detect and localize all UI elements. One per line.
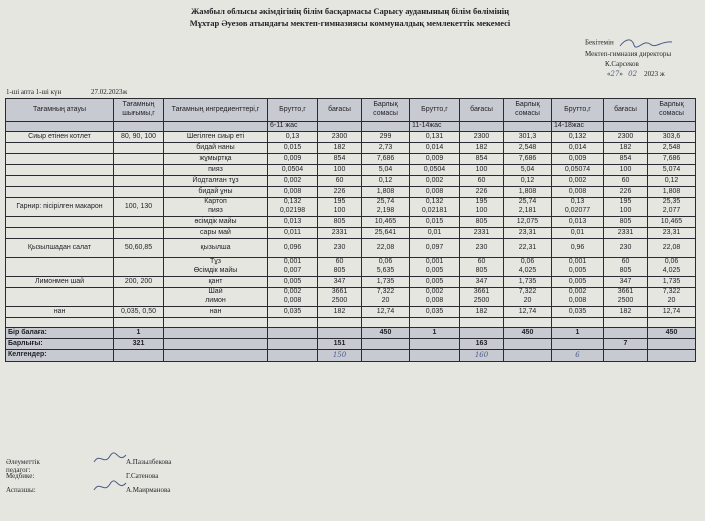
dish-name: [6, 154, 114, 165]
signature-person: А.Пазылбекова: [126, 458, 172, 466]
cell-value: 0,13 0,02077: [552, 198, 604, 217]
cell-value: 230: [460, 239, 504, 258]
ingredient-name: қызылша: [164, 239, 268, 258]
cell-value: 0,131: [410, 132, 460, 143]
approval-year: 2023 ж: [644, 70, 665, 78]
col-price-1: бағасы: [318, 99, 362, 122]
cell-value: 0,13: [268, 132, 318, 143]
approval-director: К.Сарсеков: [605, 60, 639, 68]
cell-value: 0,001 0,007: [268, 258, 318, 277]
salad-rows: [6, 239, 696, 277]
cell-value: 226: [604, 187, 648, 198]
header-line-2: Мұхтар Әуезов атындағы мектеп-гимназиясы коммуналдық мемлекеттік мекемесі: [189, 18, 511, 28]
cell-value: 2331: [460, 228, 504, 239]
dish-name: нан: [6, 307, 114, 318]
cell-value: 7,322 20: [648, 288, 696, 307]
cell-value: 0,05074: [552, 165, 604, 176]
cell-value: 22,08: [362, 239, 410, 258]
table-row: [6, 239, 696, 258]
cell-value: 347: [604, 277, 648, 288]
ingredient-name: Шай лимон: [164, 288, 268, 307]
table-row: [6, 258, 696, 277]
per-child-sum-3: 450: [648, 328, 696, 339]
cell-value: 182: [318, 143, 362, 154]
ingredient-name: сары май: [164, 228, 268, 239]
cell-value: 60: [460, 176, 504, 187]
signature-person: А.Маирманова: [126, 486, 171, 494]
cell-value: 805: [460, 217, 504, 228]
total-label: Барлығы:: [6, 339, 114, 350]
cell-value: 10,465: [362, 217, 410, 228]
cell-value: 0,008: [410, 187, 460, 198]
cell-value: 299: [362, 132, 410, 143]
cell-value: 60 805: [604, 258, 648, 277]
cell-value: 0,035: [552, 307, 604, 318]
cell-value: 3661 2500: [460, 288, 504, 307]
cell-value: 25,74 2,198: [362, 198, 410, 217]
dish-name: [6, 228, 114, 239]
dish-name: Лимонмен шай: [6, 277, 114, 288]
cell-value: 0,008: [268, 187, 318, 198]
per-child-sum-1: 450: [362, 328, 410, 339]
approval-position: Мектеп-гимназия директоры: [585, 50, 672, 58]
cell-value: 23,31: [504, 228, 552, 239]
cell-value: 25,641: [362, 228, 410, 239]
cell-value: 0,005: [552, 277, 604, 288]
cell-value: 1,808: [362, 187, 410, 198]
signature-role: Медбике:: [6, 472, 35, 480]
week-day-line: [6, 88, 127, 96]
age-group-3: 14-18жас: [552, 122, 604, 132]
cell-value: 2331: [318, 228, 362, 239]
cell-value: 0,009: [552, 154, 604, 165]
cell-value: 0,014: [552, 143, 604, 154]
cell-value: 2300: [460, 132, 504, 143]
dish-name: [6, 217, 114, 228]
cell-value: 60: [604, 176, 648, 187]
dish-yield: [114, 187, 164, 198]
signature-person: Г.Сатенова: [126, 472, 159, 480]
cell-value: 0,035: [410, 307, 460, 318]
cell-value: 854: [318, 154, 362, 165]
came-label: Келгендер:: [6, 350, 114, 362]
dish-yield: 0,035, 0,50: [114, 307, 164, 318]
cell-value: 1,735: [504, 277, 552, 288]
cell-value: 22,08: [648, 239, 696, 258]
cell-value: 5,074: [648, 165, 696, 176]
came-row: [6, 350, 696, 362]
cell-value: 0,015: [268, 143, 318, 154]
table-row: [6, 288, 696, 307]
dish-name: [6, 187, 114, 198]
cell-value: 10,465: [648, 217, 696, 228]
col-price-3: бағасы: [604, 99, 648, 122]
col-sum-2: Барлық сомасы: [504, 99, 552, 122]
director-signature: [616, 37, 676, 49]
table-row: [6, 154, 696, 165]
per-child-count-3: 1: [552, 328, 604, 339]
dish-yield: 200, 200: [114, 277, 164, 288]
tea-rows: [6, 277, 696, 307]
cell-value: 7,686: [362, 154, 410, 165]
cell-value: 100: [604, 165, 648, 176]
cell-value: 2300: [604, 132, 648, 143]
cell-value: 12,74: [648, 307, 696, 318]
col-brutto-2: Брутто,г: [410, 99, 460, 122]
table-row: [6, 165, 696, 176]
week-label: 1-ші апта 1-ші күн: [6, 88, 62, 96]
dish-yield: [114, 176, 164, 187]
cell-value: 301,3: [504, 132, 552, 143]
cell-value: 182: [460, 307, 504, 318]
cell-value: 60: [318, 176, 362, 187]
table-row: [6, 307, 696, 318]
cell-value: 0,002 0,008: [410, 288, 460, 307]
cell-value: 1,735: [362, 277, 410, 288]
per-child-sum-2: 450: [504, 328, 552, 339]
total-3: 163: [460, 339, 504, 350]
dish-name: [6, 288, 114, 307]
ingredient-name: пияз: [164, 165, 268, 176]
cell-value: 7,686: [504, 154, 552, 165]
cell-value: 0,06 4,025: [648, 258, 696, 277]
cell-value: 22,31: [504, 239, 552, 258]
dish-yield: [114, 217, 164, 228]
cell-value: 854: [460, 154, 504, 165]
cell-value: 12,075: [504, 217, 552, 228]
bread-rows: [6, 307, 696, 318]
dish-name: [6, 165, 114, 176]
col-price-2: бағасы: [460, 99, 504, 122]
dish-yield: 50,60,85: [114, 239, 164, 258]
per-child-count-2: 1: [410, 328, 460, 339]
total-row: [6, 339, 696, 350]
cell-value: 12,74: [504, 307, 552, 318]
cell-value: 182: [460, 143, 504, 154]
cell-value: 25,35 2,077: [648, 198, 696, 217]
cell-value: 0,12: [504, 176, 552, 187]
cell-value: 226: [318, 187, 362, 198]
cell-value: 182: [604, 143, 648, 154]
table-row: [6, 176, 696, 187]
cell-value: 2,548: [504, 143, 552, 154]
table-row: [6, 277, 696, 288]
cell-value: 0,096: [268, 239, 318, 258]
total-1: 321: [114, 339, 164, 350]
cutlet-rows: [6, 132, 696, 198]
ingredient-name: бидай наны: [164, 143, 268, 154]
cell-value: 226: [460, 187, 504, 198]
dish-name: Қызылшадан салат: [6, 239, 114, 258]
ingredient-name: бидай ұны: [164, 187, 268, 198]
cell-value: 0,12: [648, 176, 696, 187]
dish-yield: [114, 154, 164, 165]
menu-table: [5, 98, 696, 362]
col-brutto-1: Брутто,г: [268, 99, 318, 122]
cell-value: 2331: [604, 228, 648, 239]
col-brutto-3: Брутто,г: [552, 99, 604, 122]
cell-value: 3661 2500: [318, 288, 362, 307]
table-row: [6, 217, 696, 228]
cell-value: 0,0504: [268, 165, 318, 176]
cell-value: 0,01: [410, 228, 460, 239]
total-2: 151: [318, 339, 362, 350]
col-dish: Тағамның атауы: [6, 99, 114, 122]
cell-value: 25,74 2,181: [504, 198, 552, 217]
cell-value: 100: [460, 165, 504, 176]
cell-value: 854: [604, 154, 648, 165]
signature-role: Аспазшы:: [6, 486, 36, 494]
cell-value: 2300: [318, 132, 362, 143]
cell-value: 2,73: [362, 143, 410, 154]
signature-line: [6, 486, 171, 494]
cell-value: 0,014: [410, 143, 460, 154]
cell-value: 5,04: [504, 165, 552, 176]
cell-value: 0,132 0,02198: [268, 198, 318, 217]
spacer-row: [6, 318, 696, 328]
signature-scribble: [92, 480, 128, 494]
cell-value: 347: [460, 277, 504, 288]
cell-value: 303,6: [648, 132, 696, 143]
cell-value: 0,013: [552, 217, 604, 228]
ingredient-name: қант: [164, 277, 268, 288]
cell-value: 23,31: [648, 228, 696, 239]
cell-value: 0,011: [268, 228, 318, 239]
came-2: 160: [460, 350, 504, 362]
age-group-2: 11-14жас: [410, 122, 460, 132]
cell-value: 0,008: [552, 187, 604, 198]
cell-value: 195 100: [460, 198, 504, 217]
cell-value: 0,132 0,02181: [410, 198, 460, 217]
cell-value: 0,002: [552, 176, 604, 187]
ingredient-name: Йодталған тұз: [164, 176, 268, 187]
cell-value: 0,132: [552, 132, 604, 143]
dish-name: Гарнир: пісірілген макарон: [6, 198, 114, 217]
approval-block: Бекітемін Мектеп-гимназия директоры К.Сарсеков «27» 02 2023 ж: [585, 37, 676, 79]
ingredient-name: нан: [164, 307, 268, 318]
cell-value: 100: [318, 165, 362, 176]
cell-value: 0,06 4,025: [504, 258, 552, 277]
dish-yield: [114, 143, 164, 154]
cell-value: 0,009: [268, 154, 318, 165]
ingredient-name: Тұз Өсімдік майы: [164, 258, 268, 277]
cell-value: 0,015: [410, 217, 460, 228]
cell-value: 0,009: [410, 154, 460, 165]
col-sum-3: Барлық сомасы: [648, 99, 696, 122]
header-row: [6, 99, 696, 122]
dish-name: [6, 143, 114, 154]
dish-yield: [114, 288, 164, 307]
col-ingredients: Тағамның ингредиенттері,г: [164, 99, 268, 122]
cell-value: 195 100: [318, 198, 362, 217]
cell-value: 0,002 0,008: [268, 288, 318, 307]
cell-value: 0,06 5,635: [362, 258, 410, 277]
cell-value: 0,097: [410, 239, 460, 258]
cell-value: 195 100: [604, 198, 648, 217]
cell-value: 347: [318, 277, 362, 288]
signature-line: [6, 472, 159, 480]
cell-value: 0,005: [410, 277, 460, 288]
cell-value: 60 805: [460, 258, 504, 277]
cell-value: 0,12: [362, 176, 410, 187]
cell-value: 182: [318, 307, 362, 318]
dish-name: [6, 258, 114, 277]
cell-value: 0,002: [268, 176, 318, 187]
cell-value: 3661 2500: [604, 288, 648, 307]
col-sum-1: Барлық сомасы: [362, 99, 410, 122]
cell-value: 7,322 20: [504, 288, 552, 307]
table-row: [6, 187, 696, 198]
per-child-count-1: 1: [114, 328, 164, 339]
cell-value: 0,005: [268, 277, 318, 288]
dish-yield: 80, 90, 100: [114, 132, 164, 143]
cell-value: 0,001 0,005: [552, 258, 604, 277]
cell-value: 230: [318, 239, 362, 258]
dish-name: [6, 176, 114, 187]
dish-yield: [114, 258, 164, 277]
signature-scribble: [92, 452, 128, 466]
cell-value: 0,0504: [410, 165, 460, 176]
cell-value: 0,035: [268, 307, 318, 318]
cell-value: 182: [604, 307, 648, 318]
cell-value: 805: [604, 217, 648, 228]
col-yield: Тағамның шығымы,г: [114, 99, 164, 122]
table-row: [6, 143, 696, 154]
per-child-row: [6, 328, 696, 339]
dish-yield: [114, 228, 164, 239]
came-1: 150: [318, 350, 362, 362]
cell-value: 7,322 20: [362, 288, 410, 307]
dish-yield: [114, 165, 164, 176]
age-group-row: [6, 122, 696, 132]
table-row: [6, 132, 696, 143]
cell-value: 5,04: [362, 165, 410, 176]
ingredient-name: өсімдік майы: [164, 217, 268, 228]
cell-value: 60 805: [318, 258, 362, 277]
cell-value: 230: [604, 239, 648, 258]
came-3: 6: [552, 350, 604, 362]
cell-value: 0,96: [552, 239, 604, 258]
age-group-1: 6-11 жас: [268, 122, 318, 132]
signature-role: Әлеуметтік педагог:: [6, 458, 40, 474]
approval-label: Бекітемін: [585, 38, 614, 47]
cell-value: 7,686: [648, 154, 696, 165]
cell-value: 1,808: [504, 187, 552, 198]
cell-value: 0,002: [410, 176, 460, 187]
cell-value: 1,808: [648, 187, 696, 198]
table-row: [6, 228, 696, 239]
cell-value: 1,735: [648, 277, 696, 288]
table-row: [6, 198, 696, 217]
menu-date: 27.02.2023ж: [91, 88, 128, 96]
cell-value: 0,013: [268, 217, 318, 228]
cell-value: 0,002 0,008: [552, 288, 604, 307]
cell-value: 2,548: [648, 143, 696, 154]
header-line-1: Жамбыл облысы әкімдігінің білім басқармасы Сарысу ауданының білім бөлімінің: [191, 6, 509, 16]
approval-day: 27: [610, 70, 620, 78]
ingredient-name: Шегілген сиыр еті: [164, 132, 268, 143]
dish-yield: 100, 130: [114, 198, 164, 217]
cell-value: 0,001 0,005: [410, 258, 460, 277]
per-child-label: Бір балаға:: [6, 328, 114, 339]
garnish-rows: [6, 198, 696, 239]
approval-month: 02: [628, 70, 638, 78]
dish-name: Сиыр етінен котлет: [6, 132, 114, 143]
cell-value: 805: [318, 217, 362, 228]
cell-value: 0,01: [552, 228, 604, 239]
cell-value: 12,74: [362, 307, 410, 318]
ingredient-name: Картоп пияз: [164, 198, 268, 217]
total-4: 7: [604, 339, 648, 350]
ingredient-name: жұмыртқа: [164, 154, 268, 165]
